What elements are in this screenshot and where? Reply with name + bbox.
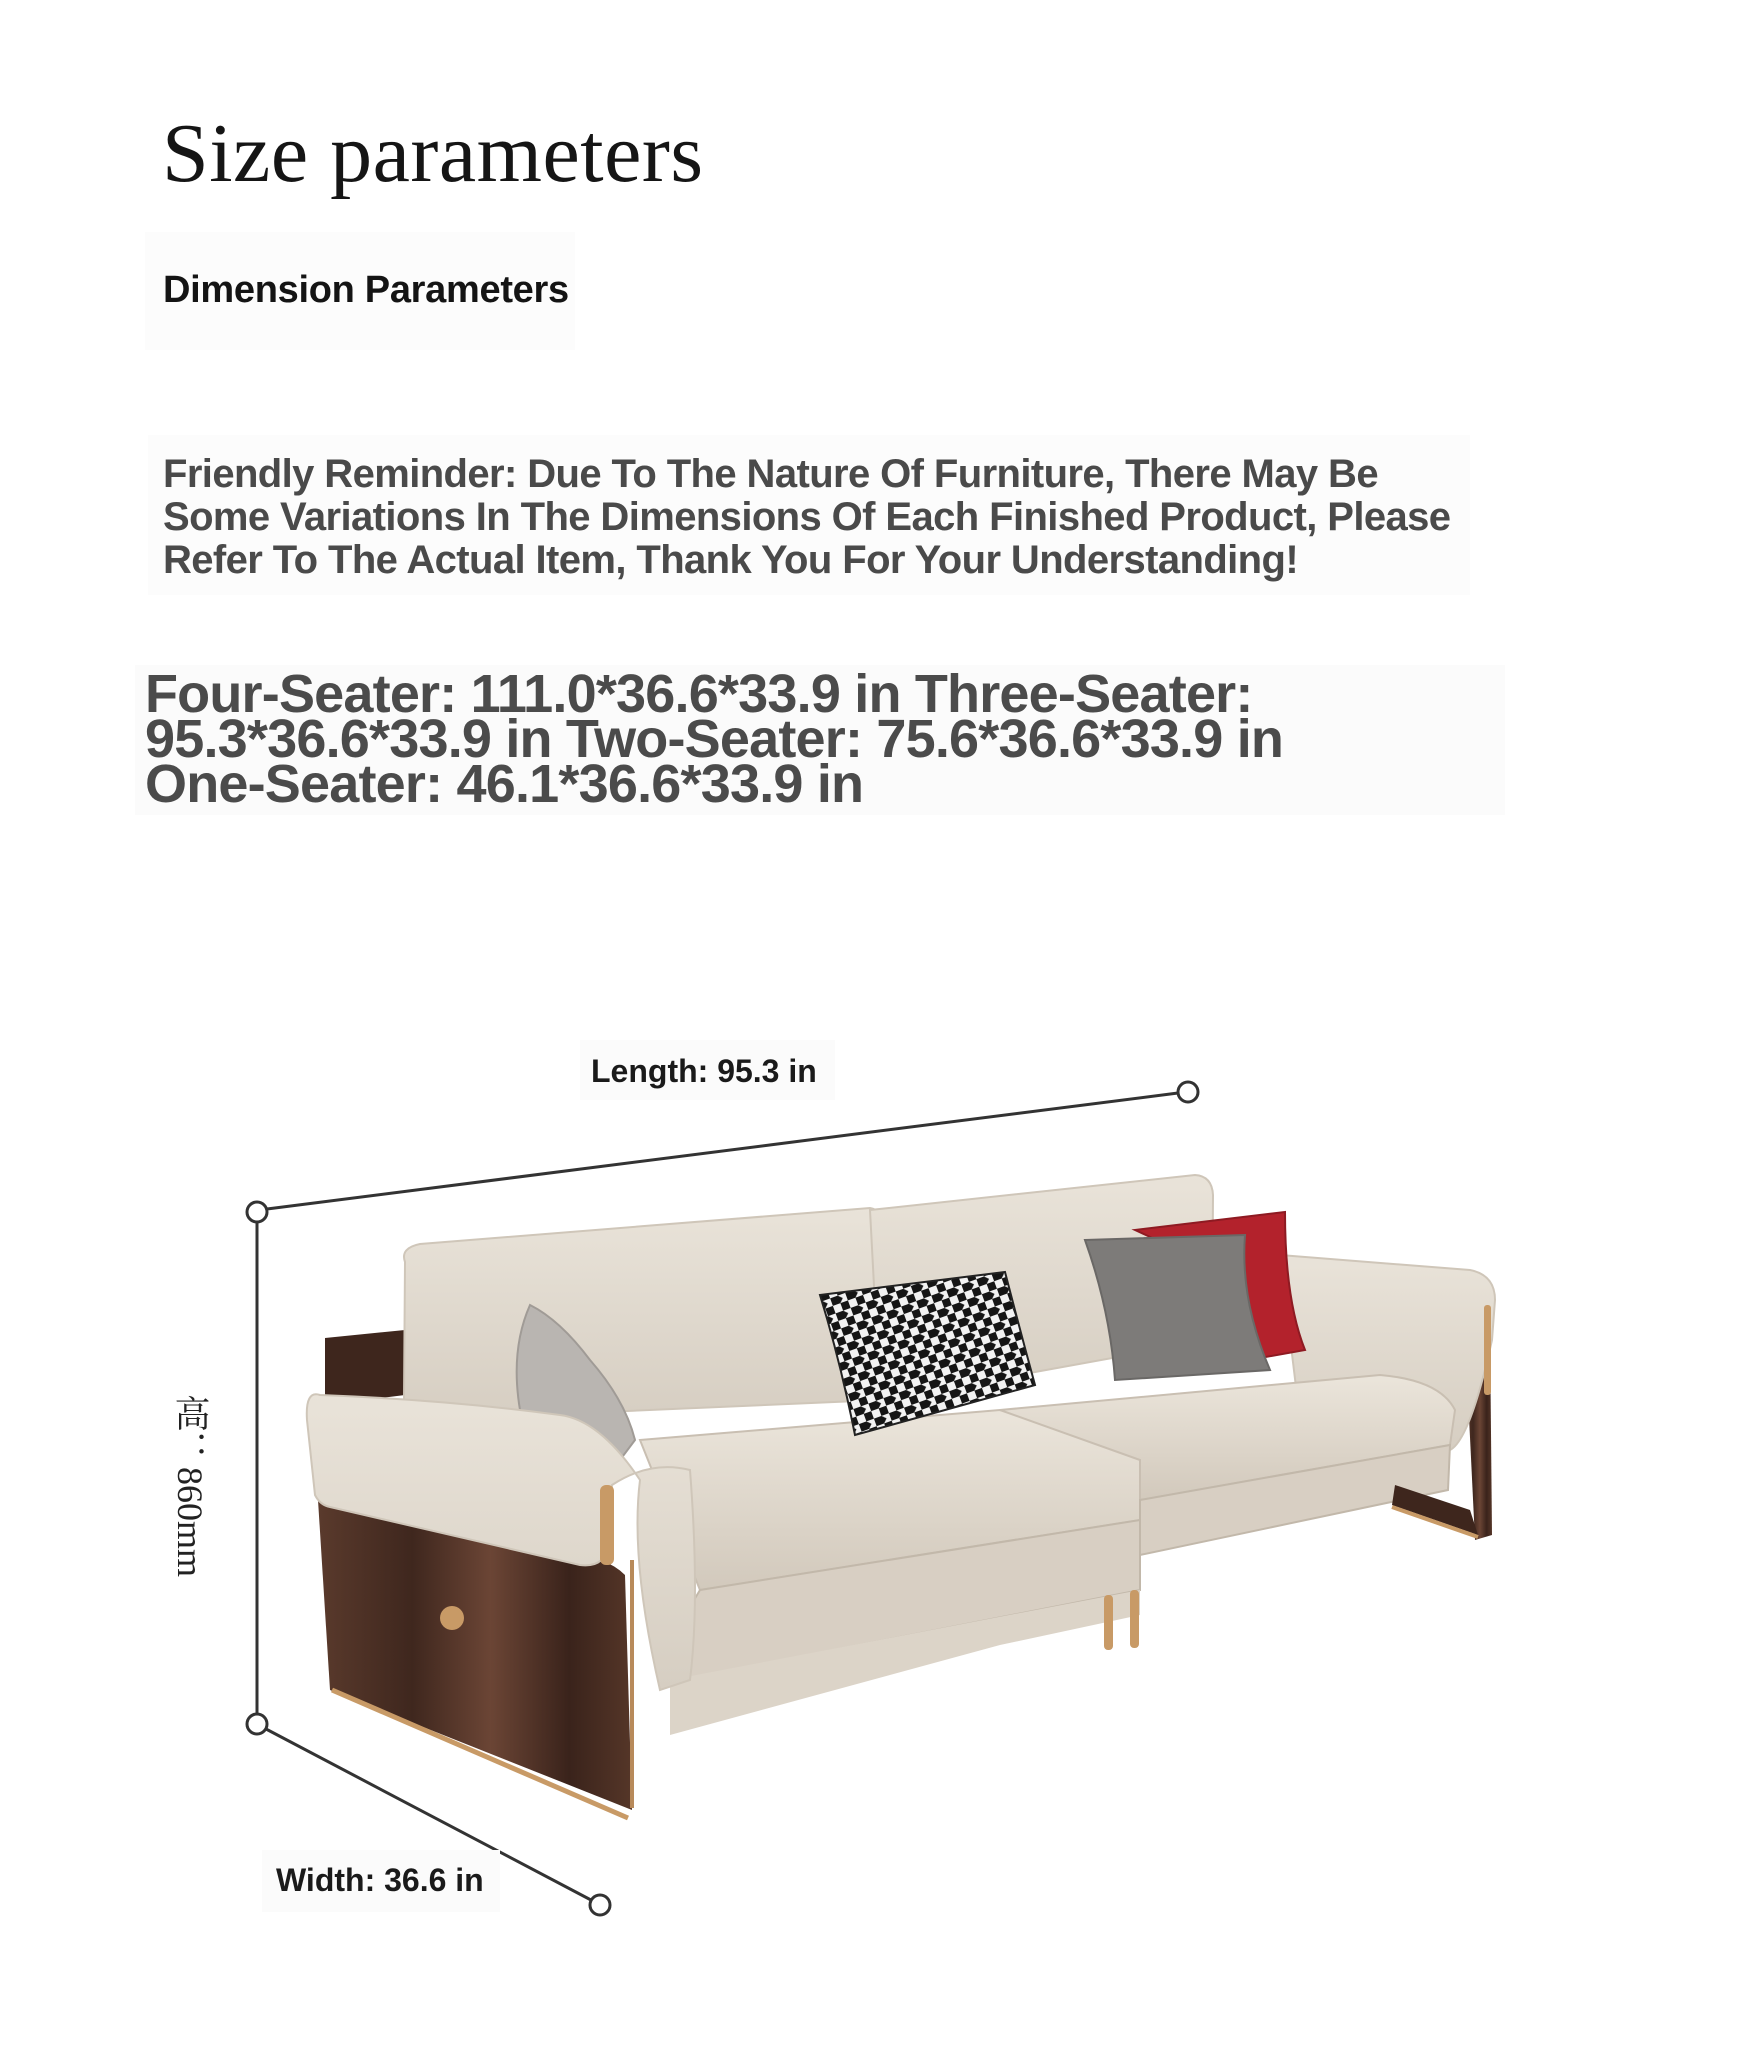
gold-trim	[332, 1690, 628, 1818]
gold-leg	[1130, 1590, 1139, 1648]
seater-sizes: Four-Seater: 111.0*36.6*33.9 in Three-Seater: 95.3*36.6*33.9 in Two-Seater: 75.6*36.6*33.9 in One-Seater: 46.1*36.6*33.9 in	[145, 664, 1284, 814]
gold-medallion	[440, 1606, 464, 1630]
left-wood-panel	[318, 1500, 632, 1810]
endpoint-marker	[247, 1202, 267, 1222]
backrest-right	[870, 1175, 1213, 1400]
width-label: Width: 36.6 in	[276, 1862, 484, 1898]
dimension-lines	[247, 1082, 1198, 1915]
endpoint-marker	[1178, 1082, 1198, 1102]
pillow-houndstooth	[820, 1272, 1035, 1435]
sofa-illustration	[307, 1175, 1495, 1818]
pillow-light-grey	[517, 1305, 635, 1460]
length-label: Length: 95.3 in	[591, 1053, 817, 1089]
seat-front-right	[1140, 1445, 1450, 1555]
seat-front-left	[669, 1520, 1140, 1680]
back-wood-panel	[325, 1330, 405, 1405]
endpoint-marker	[247, 1714, 267, 1734]
pillow-grey	[1085, 1235, 1270, 1380]
gold-trim	[1484, 1305, 1491, 1395]
endpoint-marker	[590, 1895, 610, 1915]
right-armrest	[1280, 1255, 1495, 1450]
seat-cushion-left	[640, 1410, 1140, 1590]
left-armrest	[307, 1394, 695, 1690]
base-front	[670, 1590, 1140, 1735]
page-title: Size parameters	[162, 107, 704, 200]
gold-leg	[1104, 1595, 1113, 1650]
right-base	[1392, 1485, 1478, 1535]
gold-trim	[600, 1485, 614, 1565]
gold-trim	[1392, 1507, 1478, 1537]
pillow-red	[1135, 1212, 1305, 1358]
right-wood-panel	[1465, 1330, 1492, 1540]
length-line	[267, 1093, 1178, 1209]
seat-cushion-right	[1000, 1375, 1455, 1500]
friendly-reminder: Friendly Reminder: Due To The Nature Of Furniture, There May Be Some Variations In The Dimensions Of Each Finished Product, Please Refer To The Actual Item, Thank You For Your Understanding!	[163, 452, 1451, 582]
section-heading: Dimension Parameters	[163, 269, 569, 311]
height-label: 高：860mm	[170, 1395, 210, 1578]
backrest-left	[404, 1208, 885, 1420]
